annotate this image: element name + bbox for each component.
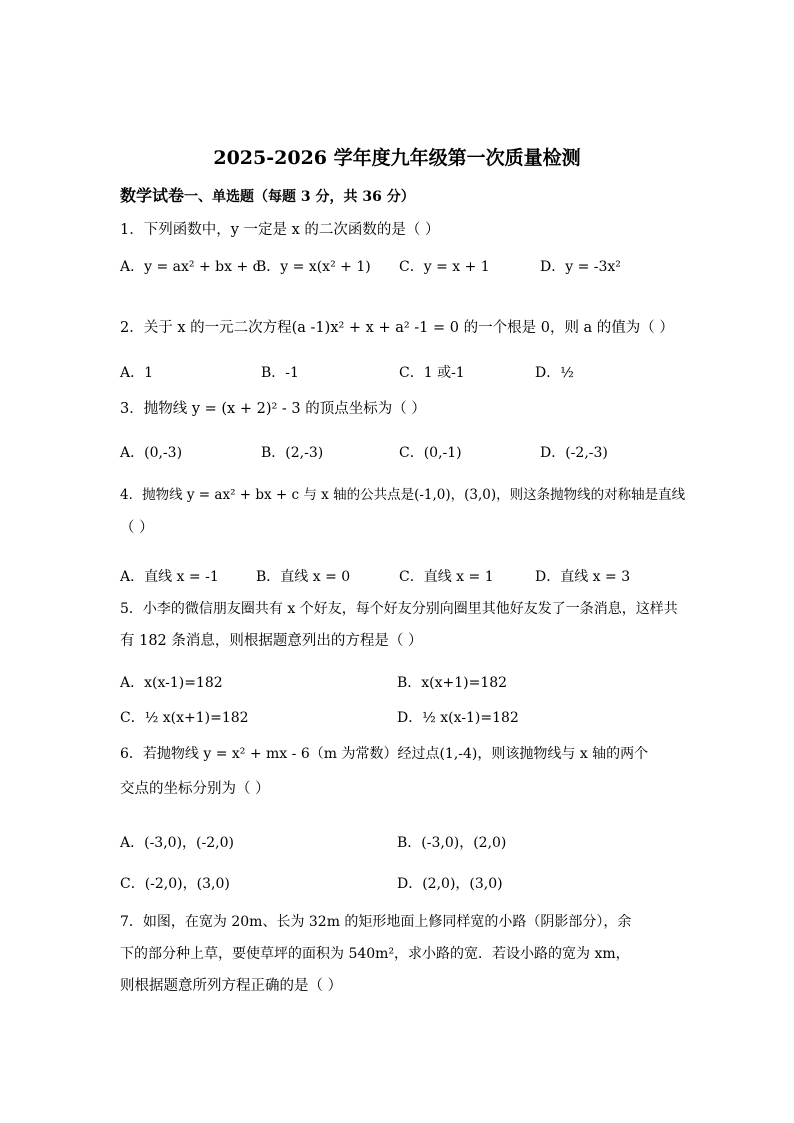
q5-option-b: B．x(x+1)=182 xyxy=(397,675,508,691)
q4-option-d: D．直线 x = 3 xyxy=(535,569,631,585)
q2-option-b: B．-1 xyxy=(261,365,299,381)
q2-option-d: D．½ xyxy=(535,365,574,381)
q1-option-b: B．y = x(x² + 1) xyxy=(256,259,371,275)
subject-label: 数学试卷 xyxy=(120,186,185,205)
q6-option-d: D．(2,0)，(3,0) xyxy=(397,876,503,892)
q4-option-b: B．直线 x = 0 xyxy=(256,569,351,585)
q3-option-d: D．(-2,-3) xyxy=(540,445,608,461)
question-5-stem-line1: 5．小李的微信朋友圈共有 x 个好友，每个好友分别向圈里其他好友发了一条消息，这样共 xyxy=(120,601,678,617)
question-3-stem: 3．抛物线 y = (x + 2)² - 3 的顶点坐标为（ ） xyxy=(120,401,426,417)
section-header xyxy=(120,183,415,206)
q2-option-c: C．1 或-1 xyxy=(399,365,465,381)
q5-option-d: D．½ x(x-1)=182 xyxy=(397,710,519,726)
question-7-stem-line3: 则根据题意所列方程正确的是（ ） xyxy=(120,978,343,994)
q6-option-b: B．(-3,0)，(2,0) xyxy=(397,835,507,851)
question-4-stem-line1: 4．抛物线 y = ax² + bx + c 与 x 轴的公共点是(-1,0)，(3,0)，则这条抛物线的对称轴是直线 xyxy=(120,487,686,503)
q2-option-a: A．1 xyxy=(120,365,154,381)
question-7-stem-line1: 7．如图，在宽为 20m、长为 32m 的矩形地面上修同样宽的小路（阴影部分），余 xyxy=(120,914,632,930)
question-4-stem-line2: （ ） xyxy=(120,520,154,536)
q4-option-c: C．直线 x = 1 xyxy=(399,569,494,585)
question-1-stem: 1．下列函数中，y 一定是 x 的二次函数的是（ ） xyxy=(120,222,440,238)
q3-option-a: A．(0,-3) xyxy=(120,445,183,461)
part-label: 一、单选题（每题 3 分，共 36 分） xyxy=(184,189,415,205)
q6-option-a: A．(-3,0)，(-2,0) xyxy=(120,835,234,851)
q3-option-b: B．(2,-3) xyxy=(261,445,324,461)
q6-option-c: C．(-2,0)，(3,0) xyxy=(120,876,230,892)
q1-option-a: A．y = ax² + bx + c xyxy=(120,259,261,275)
q1-option-c: C．y = x + 1 xyxy=(399,259,490,275)
page-title: 2025-2026 学年度九年级第一次质量检测 xyxy=(213,147,581,169)
q1-option-d: D．y = -3x² xyxy=(540,259,621,275)
q4-option-a: A．直线 x = -1 xyxy=(120,569,219,585)
question-6-stem-line2: 交点的坐标分别为（ ） xyxy=(120,781,270,797)
q3-option-c: C．(0,-1) xyxy=(399,445,462,461)
question-5-stem-line2: 有 182 条消息，则根据题意列出的方程是（ ） xyxy=(120,633,423,649)
q5-option-a: A．x(x-1)=182 xyxy=(120,675,223,691)
question-2-stem: 2．关于 x 的一元二次方程(a -1)x² + x + a² -1 = 0 的一个根是 0，则 a 的值为（ ） xyxy=(120,320,674,336)
q5-option-c: C．½ x(x+1)=182 xyxy=(120,710,249,726)
question-6-stem-line1: 6．若抛物线 y = x² + mx - 6（m 为常数）经过点(1,-4)，则该抛物线与 x 轴的两个 xyxy=(120,746,649,762)
question-7-stem-line2: 下的部分种上草，要使草坪的面积为 540m²，求小路的宽．若设小路的宽为 xm， xyxy=(120,946,630,962)
